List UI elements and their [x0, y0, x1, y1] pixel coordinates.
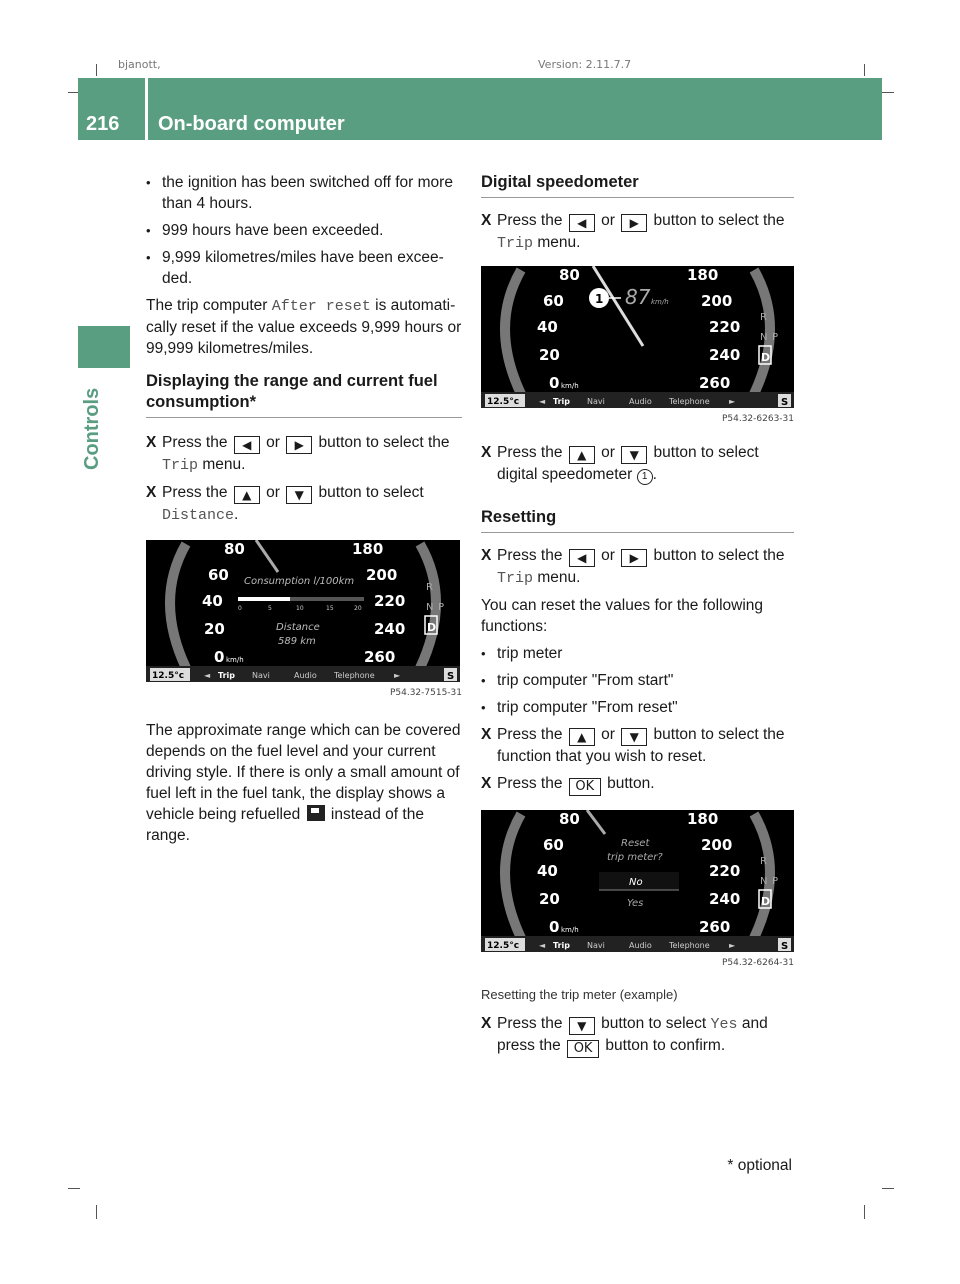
- tick-label: 260: [699, 918, 731, 936]
- crop-mark: [96, 64, 97, 76]
- tick-label: 180: [687, 266, 719, 284]
- step-item: X Press the ▲ or ▼ button to select Distance.: [146, 484, 424, 524]
- gear-label: P: [438, 602, 445, 613]
- tick-label: 0: [549, 918, 560, 936]
- tick-label: 260: [364, 648, 396, 666]
- figure-digital-speedometer: [481, 266, 794, 430]
- menu-item: Navi: [252, 671, 270, 680]
- side-section-label: Controls: [81, 387, 103, 470]
- scale-label: 20: [354, 605, 362, 612]
- tick-label: 220: [709, 318, 741, 336]
- tick-label: 40: [537, 318, 558, 336]
- gear-label: P: [772, 332, 779, 343]
- figure-reset-trip: [481, 810, 794, 974]
- temperature: 12.5°c: [487, 941, 520, 951]
- up-arrow-icon: ▲: [569, 446, 595, 464]
- svg-text:◄: ◄: [539, 941, 546, 950]
- s-icon: S: [781, 941, 789, 952]
- menu-item: Trip: [218, 671, 235, 680]
- left-arrow-icon: ◀: [234, 436, 260, 454]
- up-arrow-icon: ▲: [569, 728, 595, 746]
- tick-label: 240: [709, 890, 741, 908]
- chapter-title: On-board computer: [158, 113, 345, 135]
- crop-mark: [68, 1188, 80, 1189]
- list-item: • the ignition has been switched off for more than 4 hours.: [146, 174, 453, 212]
- step-item: X Press the ◀ or ▶ button to select the Trip menu.: [481, 212, 785, 252]
- down-arrow-icon: ▼: [621, 728, 647, 746]
- step-item: X Press the OK button.: [481, 775, 655, 794]
- tick-label: 60: [543, 836, 564, 854]
- right-arrow-icon: ▶: [286, 436, 312, 454]
- left-column: [146, 172, 462, 852]
- paragraph: The approximate range which can be covered depends on the fuel level and your current driving style. If there is only a small amount of fuel left in the fuel tank, the display shows a vehicle being refuelled instead of the range.: [146, 722, 461, 844]
- list-item: • trip computer "From start": [481, 672, 674, 689]
- svg-text:►: ►: [394, 671, 401, 680]
- s-icon: S: [447, 671, 455, 682]
- figure-caption: Resetting the trip meter (example): [481, 987, 678, 1002]
- distance-label: Distance: [276, 622, 320, 633]
- down-arrow-icon: ▼: [286, 486, 312, 504]
- tick-label: 80: [224, 540, 245, 558]
- reset-prompt: Reset: [621, 838, 650, 849]
- svg-text:►: ►: [729, 397, 736, 406]
- menu-item: Navi: [587, 941, 605, 950]
- callout-marker: 1: [595, 292, 604, 306]
- gear-label: N: [426, 602, 434, 613]
- figure-code: P54.32-6263-31: [721, 414, 794, 424]
- figure-code: P54.32-6264-31: [721, 958, 794, 968]
- gear-drive: D: [761, 351, 771, 364]
- scale-label: 10: [296, 605, 304, 612]
- right-arrow-icon: ▶: [621, 549, 647, 567]
- instrument-cluster: [481, 810, 794, 952]
- gear-label: R: [426, 582, 433, 593]
- menu-item: Telephone: [334, 671, 375, 680]
- temperature: 12.5°c: [152, 671, 185, 681]
- step-item: X Press the ◀ or ▶ button to select the Trip menu.: [146, 434, 450, 474]
- left-arrow-icon: ◀: [569, 549, 595, 567]
- gear-label: P: [772, 876, 779, 887]
- tick-label: 20: [204, 620, 225, 638]
- s-icon: S: [781, 397, 789, 408]
- gear-label: R: [760, 312, 767, 323]
- up-arrow-icon: ▲: [234, 486, 260, 504]
- down-arrow-icon: ▼: [621, 446, 647, 464]
- section-heading: Resetting: [481, 507, 794, 533]
- consumption-label: Consumption l/100km: [244, 576, 355, 587]
- svg-text:◄: ◄: [539, 397, 546, 406]
- tick-label: 240: [709, 346, 741, 364]
- tick-label: 260: [699, 374, 731, 392]
- gear-drive: D: [761, 895, 771, 908]
- list-item: • trip meter: [481, 645, 563, 662]
- svg-text:►: ►: [729, 941, 736, 950]
- menu-item: Navi: [587, 397, 605, 406]
- tick-label: 180: [352, 540, 384, 558]
- ok-key-icon: OK: [567, 1040, 599, 1058]
- figure-range-display: [146, 540, 462, 704]
- tick-label: 20: [539, 890, 560, 908]
- down-arrow-icon: ▼: [569, 1017, 595, 1035]
- option-no: No: [629, 877, 643, 888]
- scale-label: 5: [268, 605, 272, 612]
- side-tab-marker: [78, 326, 130, 368]
- page-number: 216: [86, 113, 120, 135]
- scale-label: 15: [326, 605, 334, 612]
- crop-mark: [864, 64, 865, 76]
- step-item: X Press the ▲ or ▼ button to select digital speedometer 1 .: [481, 444, 759, 483]
- meta-author: bjanott,: [118, 58, 161, 71]
- step-item: X Press the ▲ or ▼ button to select the function that you wish to reset.: [481, 726, 785, 765]
- scale-label: 0: [238, 605, 242, 612]
- tick-label: 220: [374, 592, 406, 610]
- meta-version: Version: 2.11.7.7: [538, 58, 632, 71]
- list-item: • 9,999 kilometres/miles have been excee- ded.: [146, 249, 444, 287]
- list-item: • trip computer "From reset": [481, 699, 678, 716]
- menu-item: Audio: [294, 671, 317, 680]
- tick-label: 0: [214, 648, 225, 666]
- menu-item: Telephone: [669, 397, 710, 406]
- gear-label: N: [760, 332, 768, 343]
- instrument-cluster: [481, 266, 794, 408]
- paragraph: You can reset the values for the following functions:: [481, 597, 764, 635]
- tick-label: 200: [366, 566, 398, 584]
- header-divider: [145, 78, 148, 140]
- tick-label: 80: [559, 266, 580, 284]
- right-column: [481, 172, 794, 1064]
- ok-key-icon: OK: [569, 778, 601, 796]
- tick-label: 20: [539, 346, 560, 364]
- list-item: • 999 hours have been exceeded.: [146, 222, 384, 239]
- speed-unit: km/h: [561, 382, 579, 390]
- tick-label: 60: [208, 566, 229, 584]
- reset-prompt: trip meter?: [607, 852, 663, 863]
- digital-speed: 87: [625, 285, 651, 309]
- instrument-cluster: [146, 540, 460, 682]
- crop-mark: [882, 1188, 894, 1189]
- menu-item: Telephone: [669, 941, 710, 950]
- crop-mark: [882, 92, 894, 93]
- section-heading: Displaying the range and current fuel consumption*: [146, 371, 462, 418]
- tick-label: 240: [374, 620, 406, 638]
- tick-label: 180: [687, 810, 719, 828]
- gear-drive: D: [427, 621, 437, 634]
- option-yes: Yes: [627, 898, 644, 909]
- fuel-pump-icon: [307, 805, 325, 821]
- page-header: [78, 78, 882, 140]
- step-item: X Press the ◀ or ▶ button to select the Trip menu.: [481, 547, 785, 587]
- temperature: 12.5°c: [487, 397, 520, 407]
- tick-label: 200: [701, 836, 733, 854]
- step-item: X Press the ▼ button to select Yes and press the OK button to confirm.: [481, 1015, 768, 1056]
- right-arrow-icon: ▶: [621, 214, 647, 232]
- paragraph: The trip computer After reset is automati-cally reset if the value exceeds 9,999 hours or 99,999 kilometres/miles.: [146, 297, 462, 357]
- tick-label: 220: [709, 862, 741, 880]
- figure-code: P54.32-7515-31: [389, 688, 462, 698]
- crop-mark: [864, 1205, 865, 1219]
- speed-unit: km/h: [226, 656, 244, 664]
- left-arrow-icon: ◀: [569, 214, 595, 232]
- section-heading: Digital speedometer: [481, 172, 794, 198]
- svg-text:◄: ◄: [204, 671, 211, 680]
- tick-label: 80: [559, 810, 580, 828]
- menu-item: Audio: [629, 397, 652, 406]
- digital-speed-unit: km/h: [651, 298, 669, 306]
- gear-label: N: [760, 876, 768, 887]
- callout-number: 1: [637, 469, 653, 485]
- tick-label: 60: [543, 292, 564, 310]
- tick-label: 0: [549, 374, 560, 392]
- footnote: * optional: [727, 1157, 792, 1174]
- distance-value: 589 km: [278, 636, 316, 647]
- tick-label: 40: [202, 592, 223, 610]
- menu-item: Trip: [553, 941, 570, 950]
- speed-unit: km/h: [561, 926, 579, 934]
- gear-label: R: [760, 856, 767, 867]
- tick-label: 200: [701, 292, 733, 310]
- menu-item: Trip: [553, 397, 570, 406]
- crop-mark: [96, 1205, 97, 1219]
- tick-label: 40: [537, 862, 558, 880]
- menu-item: Audio: [629, 941, 652, 950]
